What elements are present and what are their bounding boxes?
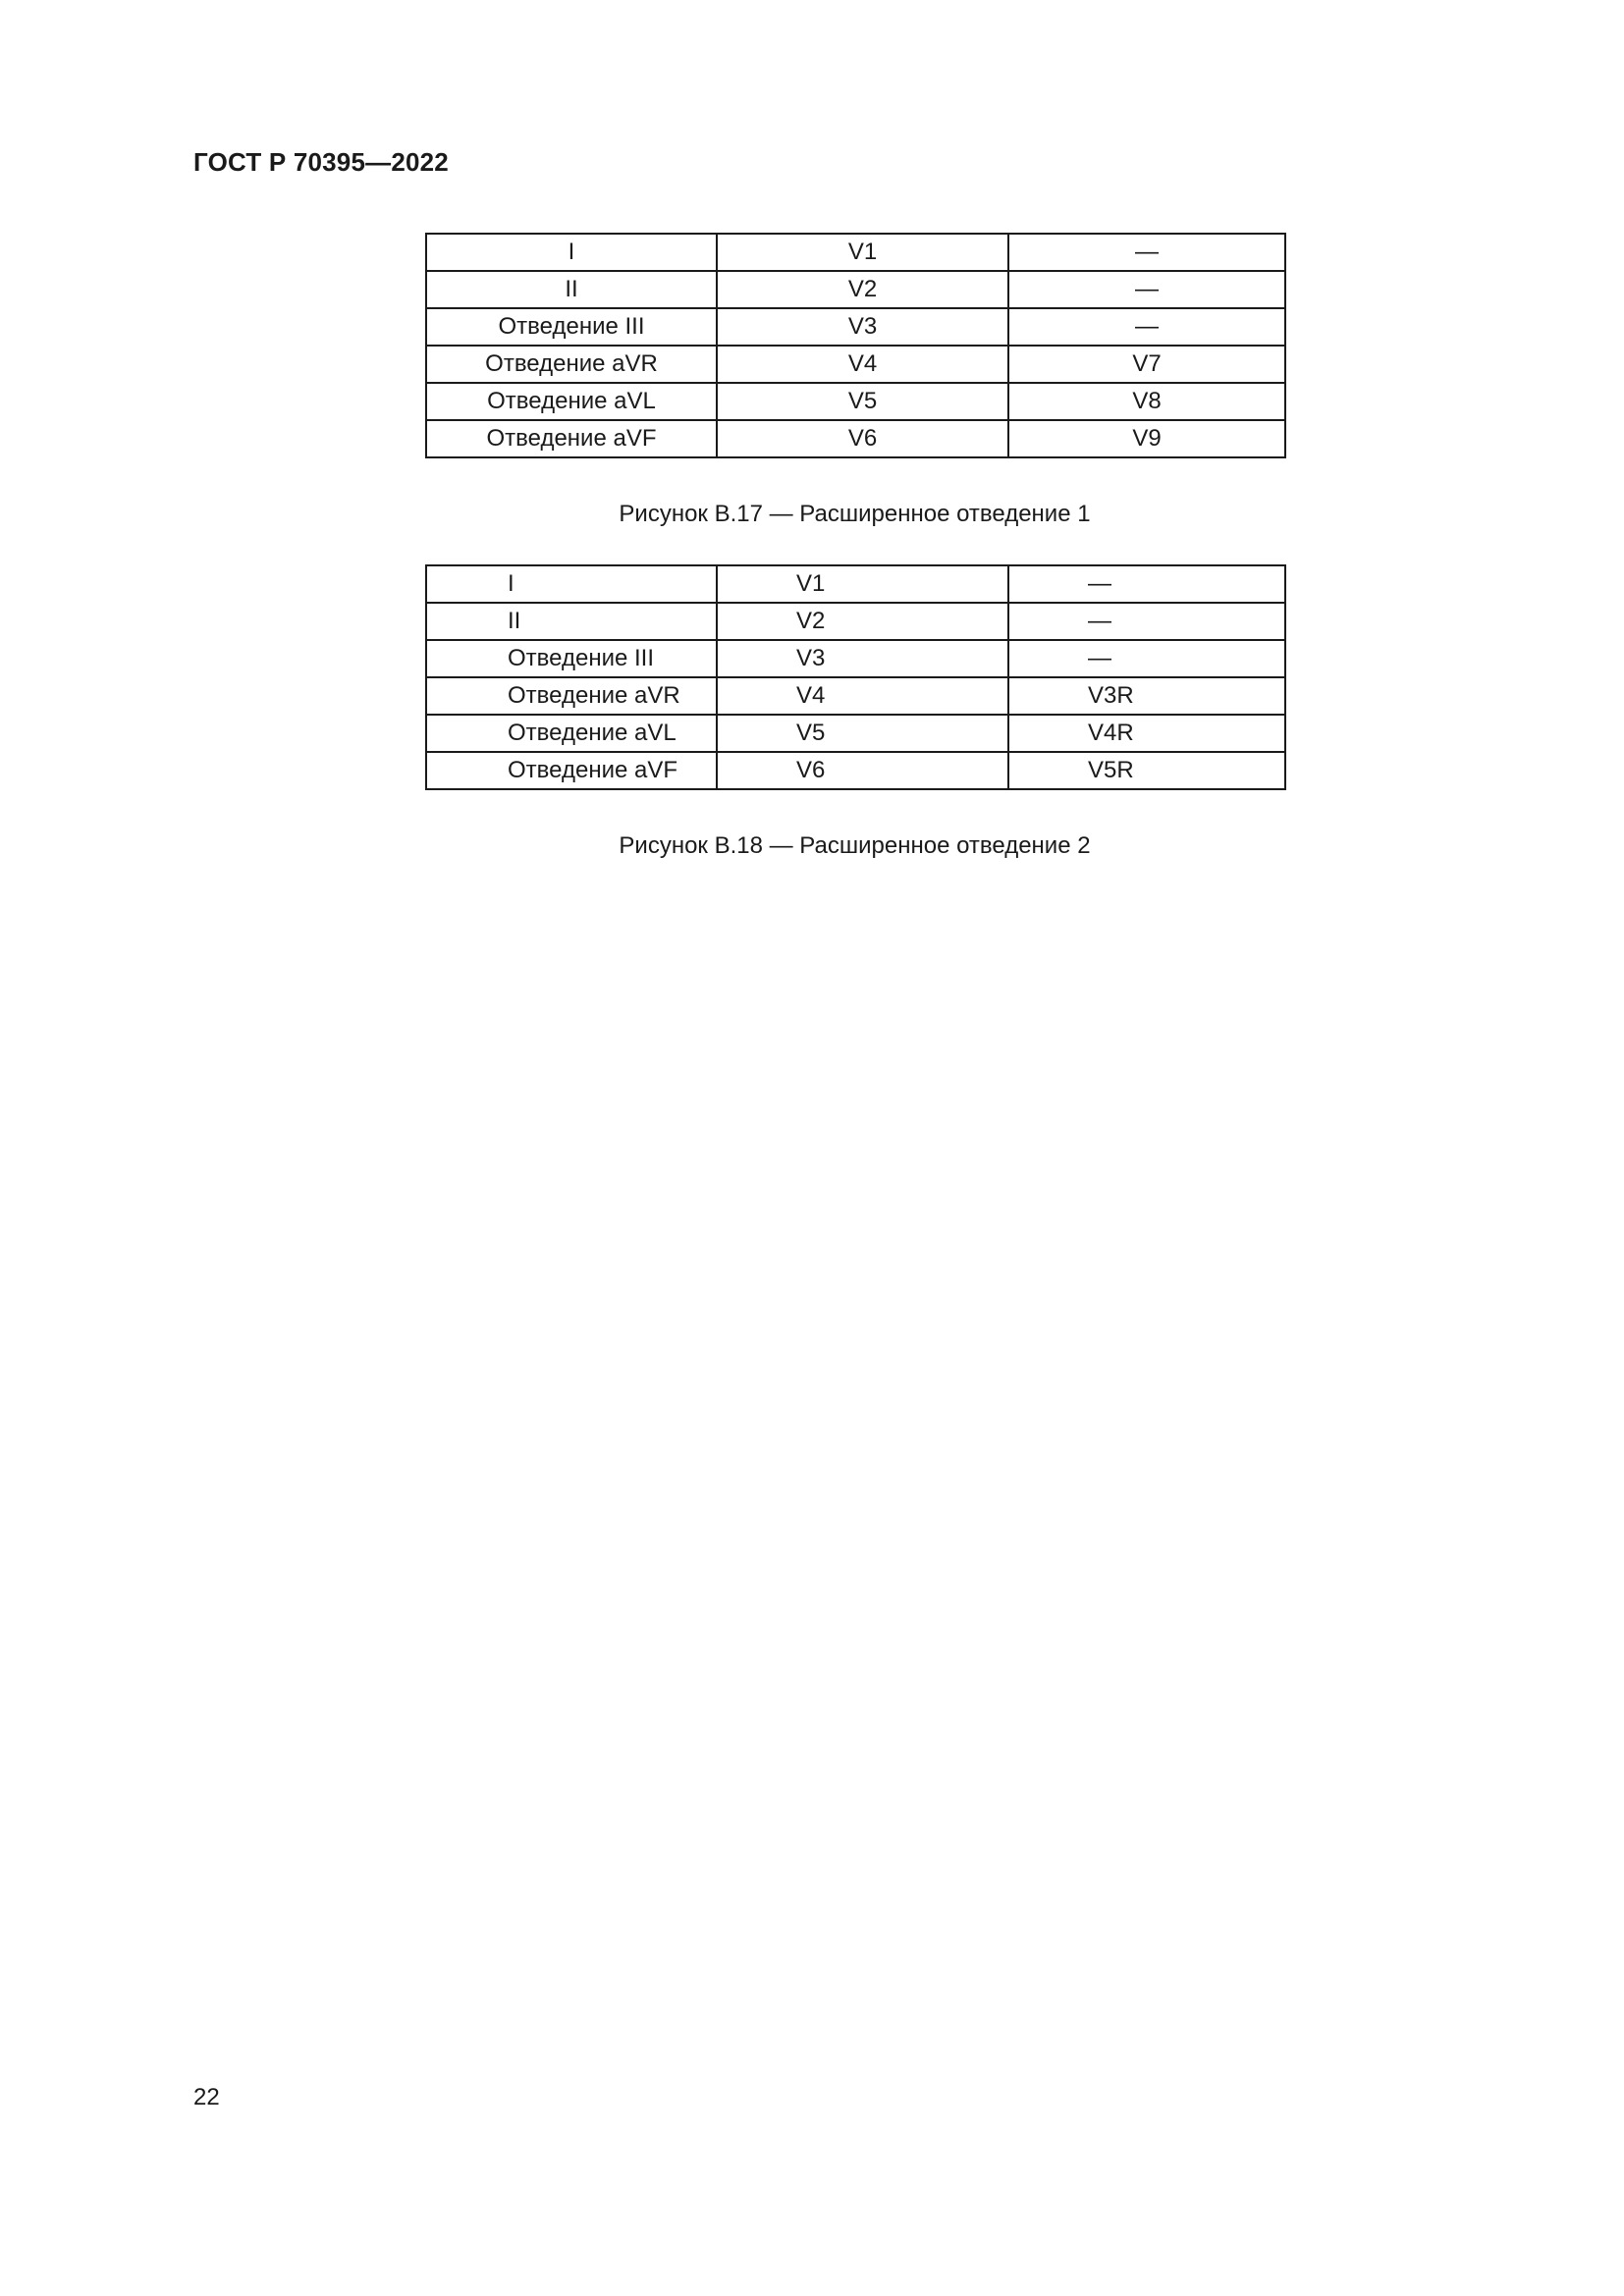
table-cell: V1 bbox=[717, 565, 1008, 603]
table-row bbox=[426, 565, 1285, 603]
table-row bbox=[426, 383, 1285, 420]
table-cell: — bbox=[1008, 603, 1285, 640]
table-cell: — bbox=[1008, 271, 1285, 308]
table-cell: V5 bbox=[717, 383, 1008, 420]
table-cell: — bbox=[1008, 640, 1285, 677]
table-row bbox=[426, 603, 1285, 640]
table-cell: II bbox=[426, 603, 717, 640]
table-cell: — bbox=[1008, 565, 1285, 603]
table-cell: V3 bbox=[717, 308, 1008, 346]
table-cell: V6 bbox=[717, 420, 1008, 457]
table-cell: V3 bbox=[717, 640, 1008, 677]
table-cell: V5 bbox=[717, 715, 1008, 752]
table-row bbox=[426, 234, 1285, 271]
table-row bbox=[426, 640, 1285, 677]
lead-table-b17 bbox=[425, 233, 1286, 458]
table-cell: — bbox=[1008, 234, 1285, 271]
figure-caption-b18: Рисунок В.18 — Расширенное отведение 2 bbox=[619, 832, 1091, 859]
table-row bbox=[426, 677, 1285, 715]
table-cell: V8 bbox=[1008, 383, 1285, 420]
table-row bbox=[426, 308, 1285, 346]
page-number: 22 bbox=[193, 2084, 220, 2110]
table-cell: Отведение aVF bbox=[426, 420, 717, 457]
table-cell: II bbox=[426, 271, 717, 308]
table-cell: I bbox=[426, 234, 717, 271]
table-cell: Отведение aVR bbox=[426, 346, 717, 383]
table-cell: V2 bbox=[717, 271, 1008, 308]
table-cell: V7 bbox=[1008, 346, 1285, 383]
table-row bbox=[426, 752, 1285, 789]
table-cell: Отведение aVL bbox=[426, 715, 717, 752]
table-cell: V9 bbox=[1008, 420, 1285, 457]
lead-table-b18 bbox=[425, 564, 1286, 790]
table-cell: V4 bbox=[717, 677, 1008, 715]
table-row bbox=[426, 715, 1285, 752]
table-cell: V4R bbox=[1008, 715, 1285, 752]
table-cell: — bbox=[1008, 308, 1285, 346]
table-row bbox=[426, 271, 1285, 308]
table-cell: Отведение aVR bbox=[426, 677, 717, 715]
table-cell: V4 bbox=[717, 346, 1008, 383]
figure-caption-b17: Рисунок В.17 — Расширенное отведение 1 bbox=[619, 501, 1091, 527]
table-cell: V5R bbox=[1008, 752, 1285, 789]
document-header: ГОСТ Р 70395—2022 bbox=[193, 147, 449, 177]
table-cell: Отведение aVF bbox=[426, 752, 717, 789]
table-cell: V1 bbox=[717, 234, 1008, 271]
table-row bbox=[426, 420, 1285, 457]
table-row bbox=[426, 346, 1285, 383]
table-cell: Отведение III bbox=[426, 308, 717, 346]
table-cell: I bbox=[426, 565, 717, 603]
table-cell: V3R bbox=[1008, 677, 1285, 715]
table-cell: Отведение III bbox=[426, 640, 717, 677]
table-cell: V6 bbox=[717, 752, 1008, 789]
table-cell: V2 bbox=[717, 603, 1008, 640]
table-cell: Отведение aVL bbox=[426, 383, 717, 420]
